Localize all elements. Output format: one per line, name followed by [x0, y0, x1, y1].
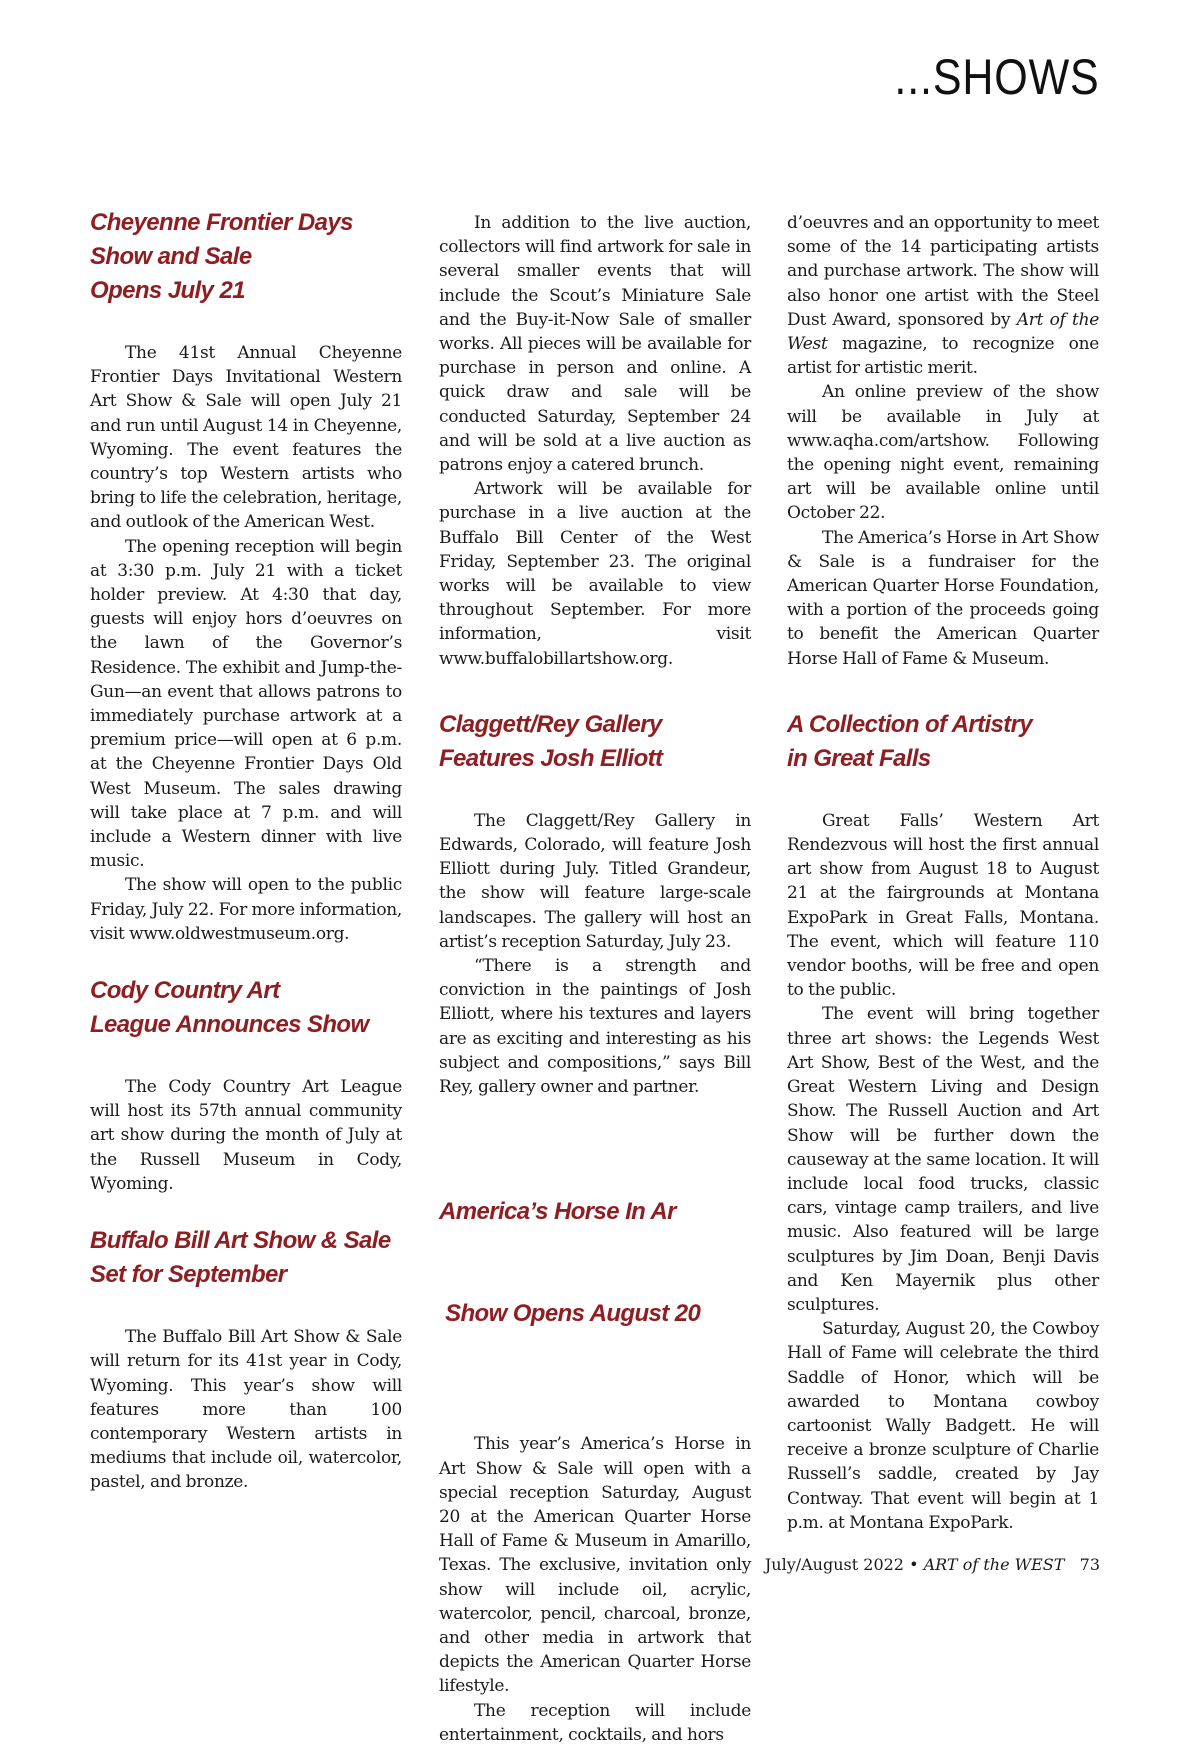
article-cody [90, 974, 402, 1196]
headline-great-falls [787, 708, 1099, 776]
headline-line: Opens July 21 [90, 277, 245, 304]
paragraph: The Buffalo Bill Art Show & Sale will return for its 41st year in Cody, Wyoming. This year’s show will features more than 100 contemporary Western artists in mediums that include oil, watercolor, pastel, and bronze. [90, 1327, 402, 1493]
paragraph: The event will bring together three art shows: the Legends West Art Show, Best of the West, and the Great Western Living and Design Show. The Russell Auction and Art Show will be further down the causeway at the same location. It will include local food trucks, classic cars, vintage camp trailers, and live music. Also featured will be large sculptures by Jim Doan, Benji Davis and Ken Mayernik plus other sculptures. [787, 1004, 1099, 1315]
headline-line: Show and Sale [90, 243, 252, 270]
headline-line: Buffalo Bill Art Show & Sale [90, 1227, 391, 1255]
paragraph-text: magazine, to recognize one artist for artistic merit. [787, 334, 1099, 379]
headline-cheyenne [90, 206, 402, 308]
column-1 [90, 206, 402, 1495]
article-cheyenne [90, 206, 402, 946]
headline-line: Features Josh Elliott [439, 744, 663, 772]
paragraph: The America’s Horse in Art Show & Sale is a fundraiser for the American Quarter Horse Foundation, with a portion of the proceeds going to benefit the American Quarter Horse Hall of Fame & Museum. [787, 527, 1099, 669]
paragraph: The reception will include entertainment, cocktails, and hors [439, 1700, 751, 1745]
column-3 [787, 211, 1099, 1535]
magazine-title: ART of the WEST [923, 1555, 1065, 1574]
paragraph: In addition to the live auction, collectors will find artwork for sale in several smaller events that will include the Scout’s Miniature Sale and the Buy-it-Now Sale of smaller works. All pieces will be available for purchase in person and online. A quick draw and sale will be conducted Saturday, September 24 and will be sold at a live auction as patrons enjoy a catered brunch. [439, 213, 751, 476]
paragraph: Artwork will be available for purchase in a live auction at the Buffalo Bill Center of the West Friday, September 23. The original works will be available to view throughout September. For more information, visit www.buffalobillartshow.org. [439, 479, 751, 669]
headline-line: Cheyenne Frontier Days [90, 209, 353, 236]
paragraph: The Claggett/Rey Gallery in Edwards, Colorado, will feature Josh Elliott during July. Titled Grandeur, the show will feature large-scale landscapes. The gallery will host an artist’s reception Saturday, July 23. [439, 810, 751, 952]
paragraph: This year’s America’s Horse in Art Show & Sale will open with a special reception Saturday, August 20 at the American Quarter Horse Hall of Fame & Museum in Amarillo, Texas. The exclusive, invitation only show will include oil, acrylic, watercolor, pencil, charcoal, bronze, and other media in artwork that depicts the American Quarter Horse lifestyle. [439, 1434, 751, 1697]
article-claggett-rey [439, 708, 751, 1099]
headline-line: America’s Horse In Ar [439, 1198, 676, 1226]
section-title: ...SHOWS [894, 49, 1100, 105]
headline-line: League Announces Show [90, 1011, 369, 1039]
paragraph: Great Falls’ Western Art Rendezvous will host the first annual art show from August 18 to August 21 at the fairgrounds at Montana ExpoPark in Great Falls, Montana. The event, which will feature 110 vendor booths, will be free and open to the public. [787, 810, 1099, 1001]
headline-line: in Great Falls [787, 744, 931, 772]
page-footer [765, 1555, 1100, 1574]
page-number: 73 [1079, 1555, 1100, 1574]
headline-cody [90, 974, 402, 1042]
column-2 [439, 211, 751, 1747]
magazine-name: Art of the West [787, 309, 1099, 355]
paragraph: The 41st Annual Cheyenne Frontier Days Invitational Western Art Show & Sale will open July 21 and run until August 14 in Cheyenne, Wyoming. The event features the country’s top Western artists who bring to life the celebration, heritage, and outlook of the American West. [90, 343, 402, 533]
paragraph: The Cody Country Art League will host its 57th annual community art show during the month of July at the Russell Museum in Cody, Wyoming. [90, 1077, 402, 1194]
paragraph: Saturday, August 20, the Cowboy Hall of Fame will celebrate the third Saddle of Honor, which will be awarded to Montana cowboy cartoonist Wally Badgett. He will receive a bronze sculpture of Charlie Russell’s saddle, created by Jay Contway. That event will begin at 1 p.m. at Montana ExpoPark. [787, 1319, 1099, 1533]
article-buffalo-bill [90, 1224, 402, 1494]
headline-buffalo-bill [90, 1224, 402, 1292]
issue-date: July/August 2022 [764, 1555, 904, 1574]
article-americas-horse [439, 1127, 751, 1747]
headline-line: Show Opens August 20 [439, 1300, 701, 1328]
paragraph: The opening reception will begin at 3:30 p.m. July 21 with a ticket holder preview. At 4:30 that day, guests will enjoy hors d’oeuvres on the lawn of the Governor’s Residence. The exhibit and Jump-the-Gun—an event that allows patrons to immediately purchase artwork at a premium price—will open at 6 p.m. at the Cheyenne Frontier Days Old West Museum. The sales drawing will take place at 7 p.m. and will include a Western dinner with live music. [90, 536, 402, 872]
paragraph: An online preview of the show will be available in July at www.aqha.com/artshow. Following the opening night event, remaining art will be available online until October 22. [787, 382, 1099, 524]
headline-claggett-rey [439, 708, 751, 776]
headline-line: Set for September [90, 1261, 287, 1289]
headline-line: Cody Country Art [90, 977, 280, 1005]
headline-line: Claggett/Rey Gallery [439, 710, 662, 738]
paragraph-text: d’oeuvres and an opportunity to meet some of the 14 participating artists and purchase artwork. The show will also honor one artist with the Steel Dust Award, sponsored by [787, 213, 1099, 330]
paragraph: The show will open to the public Friday, July 22. For more information, visit www.oldwestmuseum.org. [90, 875, 403, 944]
paragraph [787, 211, 1099, 380]
headline-line: A Collection of Artistry [787, 710, 1033, 738]
paragraph: “There is a strength and conviction in the paintings of Josh Elliott, where his textures and layers are as exciting and interesting as his subject and compositions,” says Bill Rey, gallery owner and partner. [439, 956, 751, 1098]
headline-americas-horse [439, 1127, 751, 1399]
footer-bullet: • [909, 1555, 919, 1574]
article-great-falls [787, 708, 1099, 1535]
